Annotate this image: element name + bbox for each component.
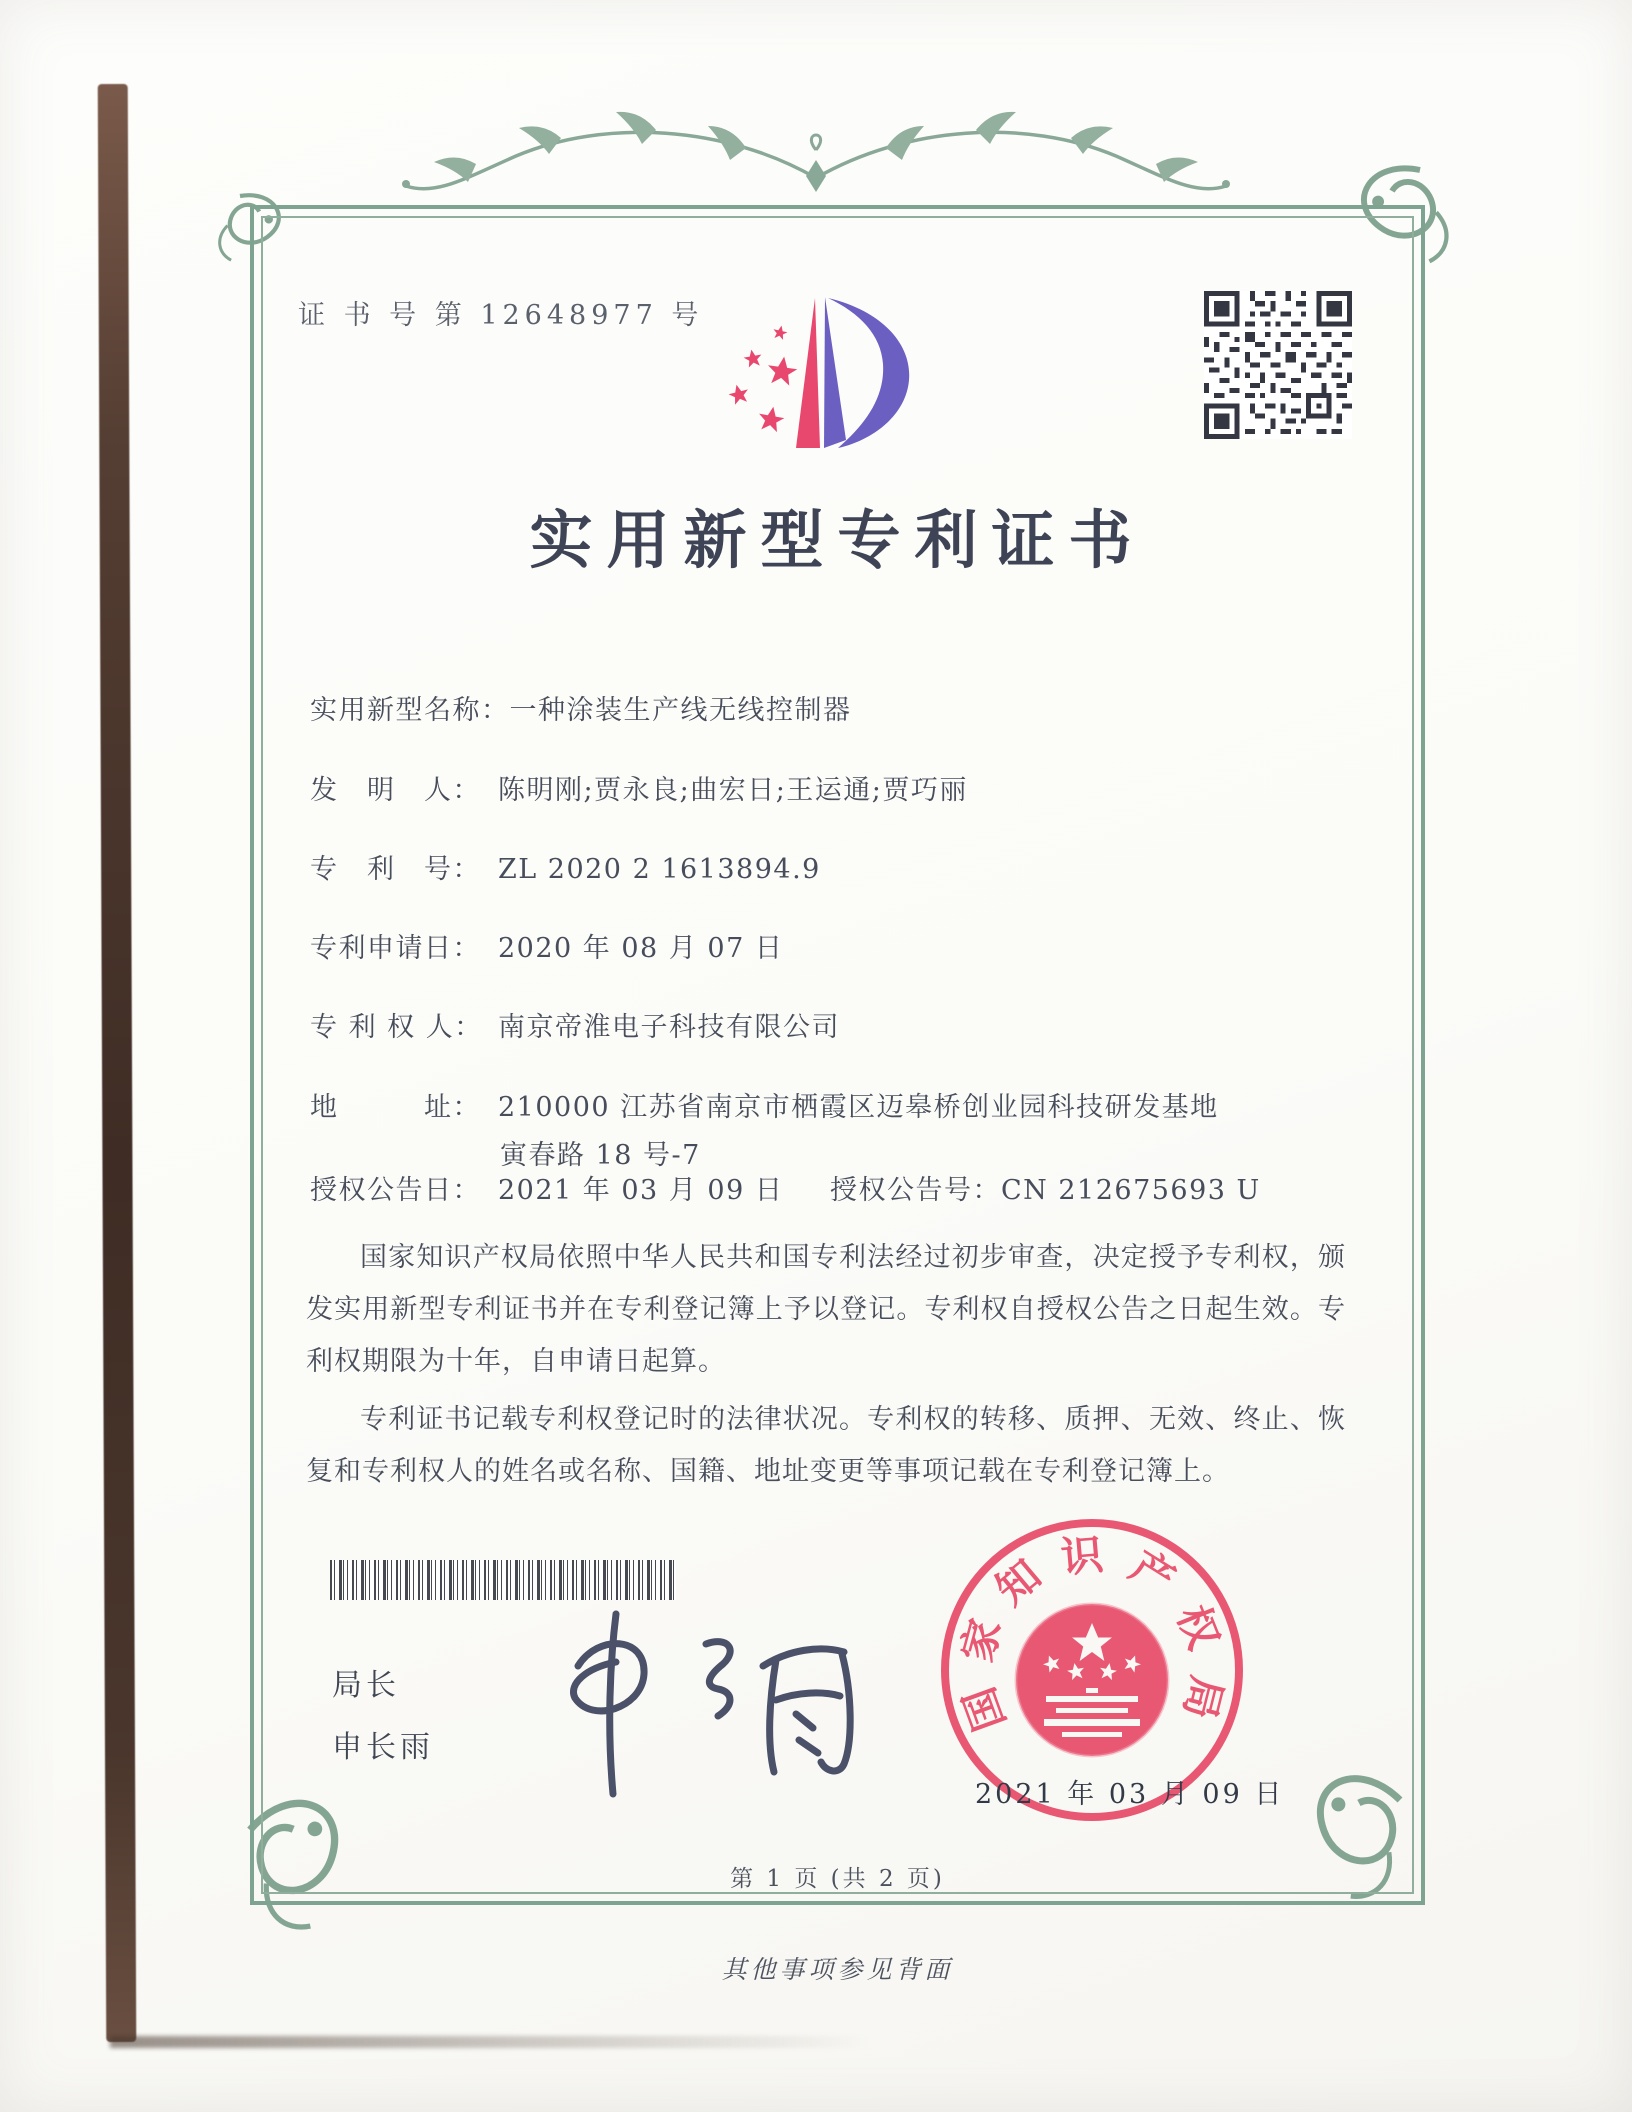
field-address: [310, 1085, 1370, 1124]
cnipa-logo-icon: [718, 283, 930, 465]
field-label: 发 明 人：: [310, 775, 481, 806]
seal-char: 知: [986, 1550, 1051, 1615]
field-label: 授权公告日：: [310, 1175, 481, 1206]
field-label: 授权公告号：: [830, 1175, 1001, 1206]
seal-char: 局: [1174, 1671, 1232, 1725]
field-label: 实用新型名称：: [310, 695, 510, 726]
seal-char: 产: [1121, 1540, 1184, 1605]
certificate-number: 证 书 号 第 12648977 号: [298, 300, 704, 331]
page-indicator: 第 1 页 (共 2 页): [730, 1866, 945, 1892]
certificate-title: 实用新型专利证书: [529, 503, 1146, 577]
page-bottom-shadow: [110, 2036, 870, 2048]
body-paragraph-2: 专利证书记载专利权登记时的法律状况。专利权的转移、质押、无效、终止、恢复和专利权人的姓名或名称、国籍、地址变更等事项记载在专利登记簿上。: [306, 1404, 1346, 1487]
field-grant-announcement: [310, 1168, 1370, 1207]
commissioner-signature: [520, 1592, 870, 1812]
back-note: 其他事项参见背面: [721, 1955, 954, 1984]
field-label: 地 址：: [310, 1092, 481, 1123]
field-value: CN 212675693 U: [1001, 1175, 1261, 1206]
field-utility-model-name: [310, 688, 1370, 727]
field-filing-date: [310, 926, 1370, 965]
field-patent-number: [310, 847, 1370, 886]
seal-date: 2021 年 03 月 09 日: [975, 1779, 1285, 1810]
field-value: 陈明刚;贾永良;曲宏日;王运通;贾巧丽: [498, 775, 968, 806]
field-value: 2020 年 08 月 07 日: [498, 933, 784, 964]
field-value: 2021 年 03 月 09 日: [498, 1175, 784, 1206]
national-emblem-icon: [1016, 1604, 1168, 1756]
field-patentee: [310, 1005, 1370, 1044]
field-inventors: [310, 768, 1370, 807]
signer-name: 申长雨: [332, 1730, 434, 1765]
body-paragraph-1: 国家知识产权局依照中华人民共和国专利法经过初步审查，决定授予专利权，颁发实用新型专利证书并在专利登记簿上予以登记。专利权自授权公告之日起生效。专利权期限为十年，自申请日起算。: [306, 1242, 1346, 1377]
field-value: ZL 2020 2 1613894.9: [498, 854, 821, 885]
field-label: 专利申请日：: [310, 933, 481, 964]
field-value: 一种涂装生产线无线控制器: [509, 695, 852, 726]
seal-char: 权: [1167, 1598, 1229, 1656]
seal-char: 国: [954, 1681, 1015, 1738]
field-grant-number: [830, 1168, 1261, 1207]
seal-char: 家: [952, 1613, 1011, 1667]
field-label: 专 利 号：: [310, 854, 481, 885]
field-label: 专 利 权 人：: [310, 1012, 483, 1043]
field-value: 南京帝淮电子科技有限公司: [498, 1012, 840, 1043]
field-address-line2: 寅春路 18 号-7: [500, 1140, 701, 1171]
top-garland-ornament: [402, 112, 1230, 192]
field-value: 210000 江苏省南京市栖霞区迈皋桥创业园科技研发基地: [498, 1092, 1219, 1123]
seal-char: 识: [1058, 1529, 1106, 1583]
legal-text: [306, 1232, 1346, 1504]
book-spine-edge: [98, 84, 137, 2042]
signer-title: 局长: [332, 1668, 400, 1703]
qr-code-icon: [1204, 291, 1352, 439]
